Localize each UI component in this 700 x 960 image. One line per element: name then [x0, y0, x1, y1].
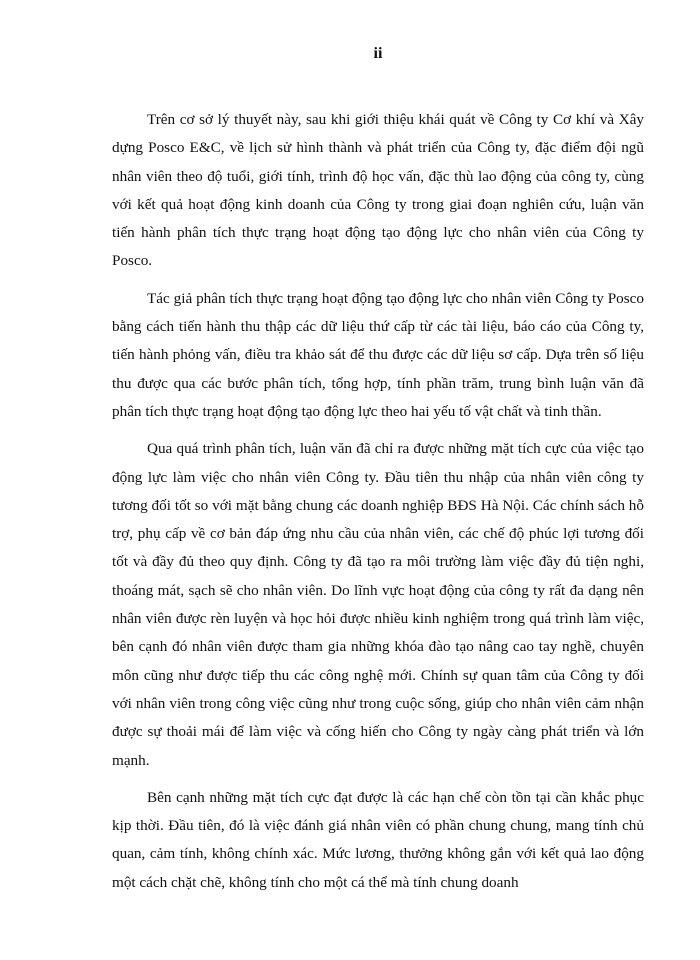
paragraph-2: Tác giả phân tích thực trạng hoạt động tạo động lực cho nhân viên Công ty Posco bằng cách tiến hành thu thập các dữ liệu thứ cấp từ các tài liệu, báo cáo của Công ty, tiến hành phỏng vấn, điều tra khảo sát để thu được các dữ liệu sơ cấp. Dựa trên số liệu thu được qua các bước phân tích, tổng hợp, tính phần trăm, trung bình luận văn đã phân tích thực trạng hoạt động tạo động lực theo hai yếu tố vật chất và tinh thần.	[112, 289, 644, 420]
page-number: ii	[373, 45, 383, 62]
paragraph-3: Qua quá trình phân tích, luận văn đã chỉ ra được những mặt tích cực của việc tạo động lực làm việc cho nhân viên Công ty. Đầu tiên thu nhập của nhân viên công ty tương đối tốt so với mặt bằng chung các doanh nghiệp BĐS Hà Nội. Các chính sách hỗ trợ, phụ cấp về cơ bản đáp ứng nhu cầu của nhân viên, các chế độ phúc lợi tương đối tốt và đầy đủ theo quy định. Công ty đã tạo ra môi trường làm việc đầy đủ tiện nghi, thoáng mát, sạch sẽ cho nhân viên. Do lĩnh vực hoạt động của công ty rất đa dạng nên nhân viên được rèn luyện và học hỏi được nhiều kinh nghiệm trong quá trình làm việc, bên cạnh đó nhân viên được tham gia những khóa đào tạo nâng cao tay nghề, chuyên môn cũng như được tiếp thu các công nghệ mới. Chính sự quan tâm của Công ty đối với nhân viên trong công việc cũng như trong cuộc sống, giúp cho nhân viên cảm nhận được sự thoải mái để làm việc và cống hiến cho Công ty ngày càng phát triển và lớn mạnh.	[112, 440, 644, 769]
paragraph-4: Bên cạnh những mặt tích cực đạt được là các hạn chế còn tồn tại cần khắc phục kịp thời. Đầu tiên, đó là việc đánh giá nhân viên có phần chung chung, mang tính chủ quan, cảm tính, không chính xác. Mức lương, thưởng không gắn với kết quả lao động một cách chặt chẽ, không tính cho một cá thể mà tính chung doanh	[112, 788, 644, 891]
paragraph-1: Trên cơ sở lý thuyết này, sau khi giới thiệu khái quát về Công ty Cơ khí và Xây dựng Posco E&C, về lịch sử hình thành và phát triển của Công ty, đặc điểm đội ngũ nhân viên theo độ tuổi, giới tính, trình độ học vấn, đặc thù lao động của công ty, cùng với kết quả hoạt động kinh doanh của Công ty trong giai đoạn nghiên cứu, luận văn tiến hành phân tích thực trạng hoạt động tạo động lực cho nhân viên của Công ty Posco.	[112, 111, 644, 270]
